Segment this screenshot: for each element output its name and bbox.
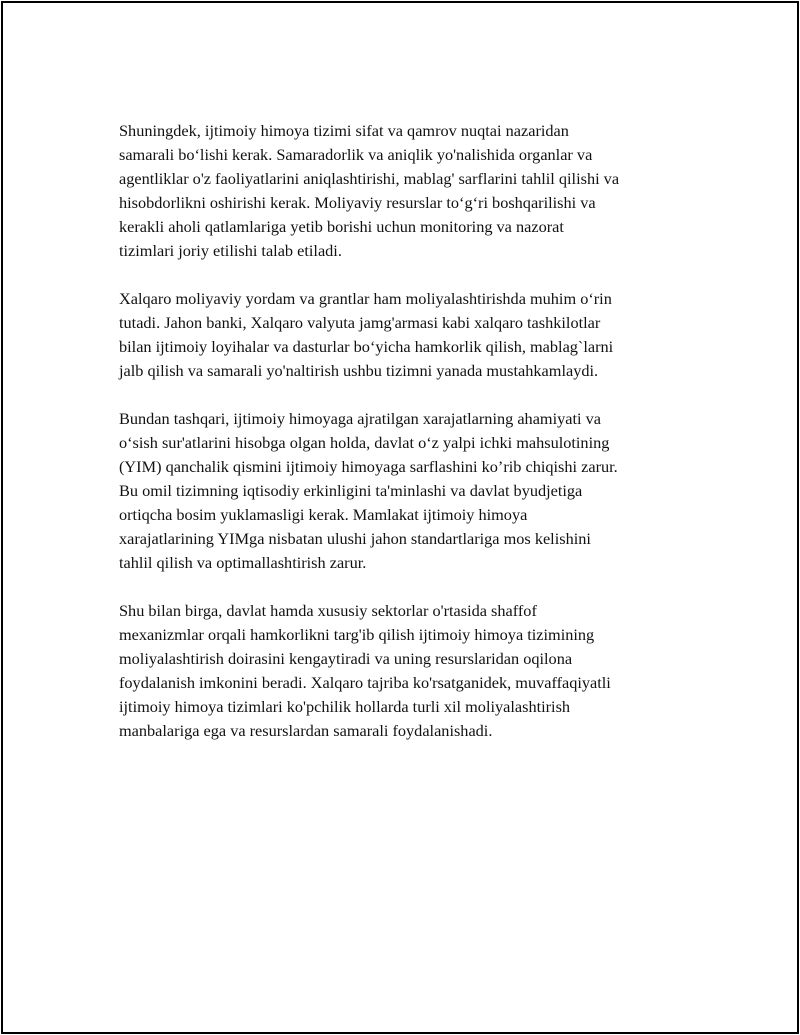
- text-line: o‘sish sur'atlarini hisobga olgan holda, davlat o‘z yalpi ichki mahsulotining: [119, 433, 610, 452]
- text-line: mexanizmlar orqali hamkorlikni targ'ib qilish ijtimoiy himoya tizimining: [119, 625, 595, 644]
- text-line: tahlil qilish va optimallashtirish zarur.: [119, 553, 367, 572]
- text-line: agentliklar o'z faoliyatlarini aniqlashtirishi, mablag' sarflarini tahlil qilishi va: [119, 169, 620, 188]
- paragraph-1: [119, 119, 697, 263]
- text-line: (YIM) qanchalik qismini ijtimoiy himoyaga sarflashini ko’rib chiqishi zarur.: [119, 457, 618, 476]
- text-line: tutadi. Jahon banki, Xalqaro valyuta jamg'armasi kabi xalqaro tashkilotlar: [119, 313, 601, 332]
- text-line: Shuningdek, ijtimoiy himoya tizimi sifat va qamrov nuqtai nazaridan: [119, 121, 569, 140]
- text-line: bilan ijtimoiy loyihalar va dasturlar bo‘yicha hamkorlik qilish, mablag`larni: [119, 337, 614, 356]
- text-line: jalb qilish va samarali yo'naltirish ushbu tizimni yanada mustahkamlaydi.: [119, 361, 599, 380]
- text-line: moliyalashtirish doirasini kengaytiradi va uning resurslaridan oqilona: [119, 649, 573, 668]
- paragraph-4: [119, 599, 697, 743]
- text-line: Shu bilan birga, davlat hamda xususiy sektorlar o'rtasida shaffof: [119, 601, 537, 620]
- text-line: ijtimoiy himoya tizimlari ko'pchilik hollarda turli xil moliyalashtirish: [119, 697, 571, 716]
- paragraph-3: [119, 407, 697, 575]
- text-line: xarajatlarining YIMga nisbatan ulushi jahon standartlariga mos kelishini: [119, 529, 591, 548]
- text-line: samarali bo‘lishi kerak. Samaradorlik va aniqlik yo'nalishida organlar va: [119, 145, 593, 164]
- document-body: [119, 119, 697, 767]
- text-line: hisobdorlikni oshirishi kerak. Moliyaviy resurslar to‘g‘ri boshqarilishi va: [119, 193, 596, 212]
- text-line: foydalanish imkonini beradi. Xalqaro tajriba ko'rsatganidek, muvaffaqiyatli: [119, 673, 611, 692]
- document-page: [1, 1, 799, 1034]
- paragraph-2: [119, 287, 697, 383]
- text-line: Xalqaro moliyaviy yordam va grantlar ham moliyalashtirishda muhim o‘rin: [119, 289, 612, 308]
- text-line: tizimlari joriy etilishi talab etiladi.: [119, 241, 342, 260]
- text-line: manbalariga ega va resurslardan samarali foydalanishadi.: [119, 721, 493, 740]
- text-line: Bundan tashqari, ijtimoiy himoyaga ajratilgan xarajatlarning ahamiyati va: [119, 409, 601, 428]
- text-line: ortiqcha bosim yuklamasligi kerak. Mamlakat ijtimoiy himoya: [119, 505, 528, 524]
- text-line: Bu omil tizimning iqtisodiy erkinligini ta'minlashi va davlat byudjetiga: [119, 481, 583, 500]
- text-line: kerakli aholi qatlamlariga yetib borishi uchun monitoring va nazorat: [119, 217, 564, 236]
